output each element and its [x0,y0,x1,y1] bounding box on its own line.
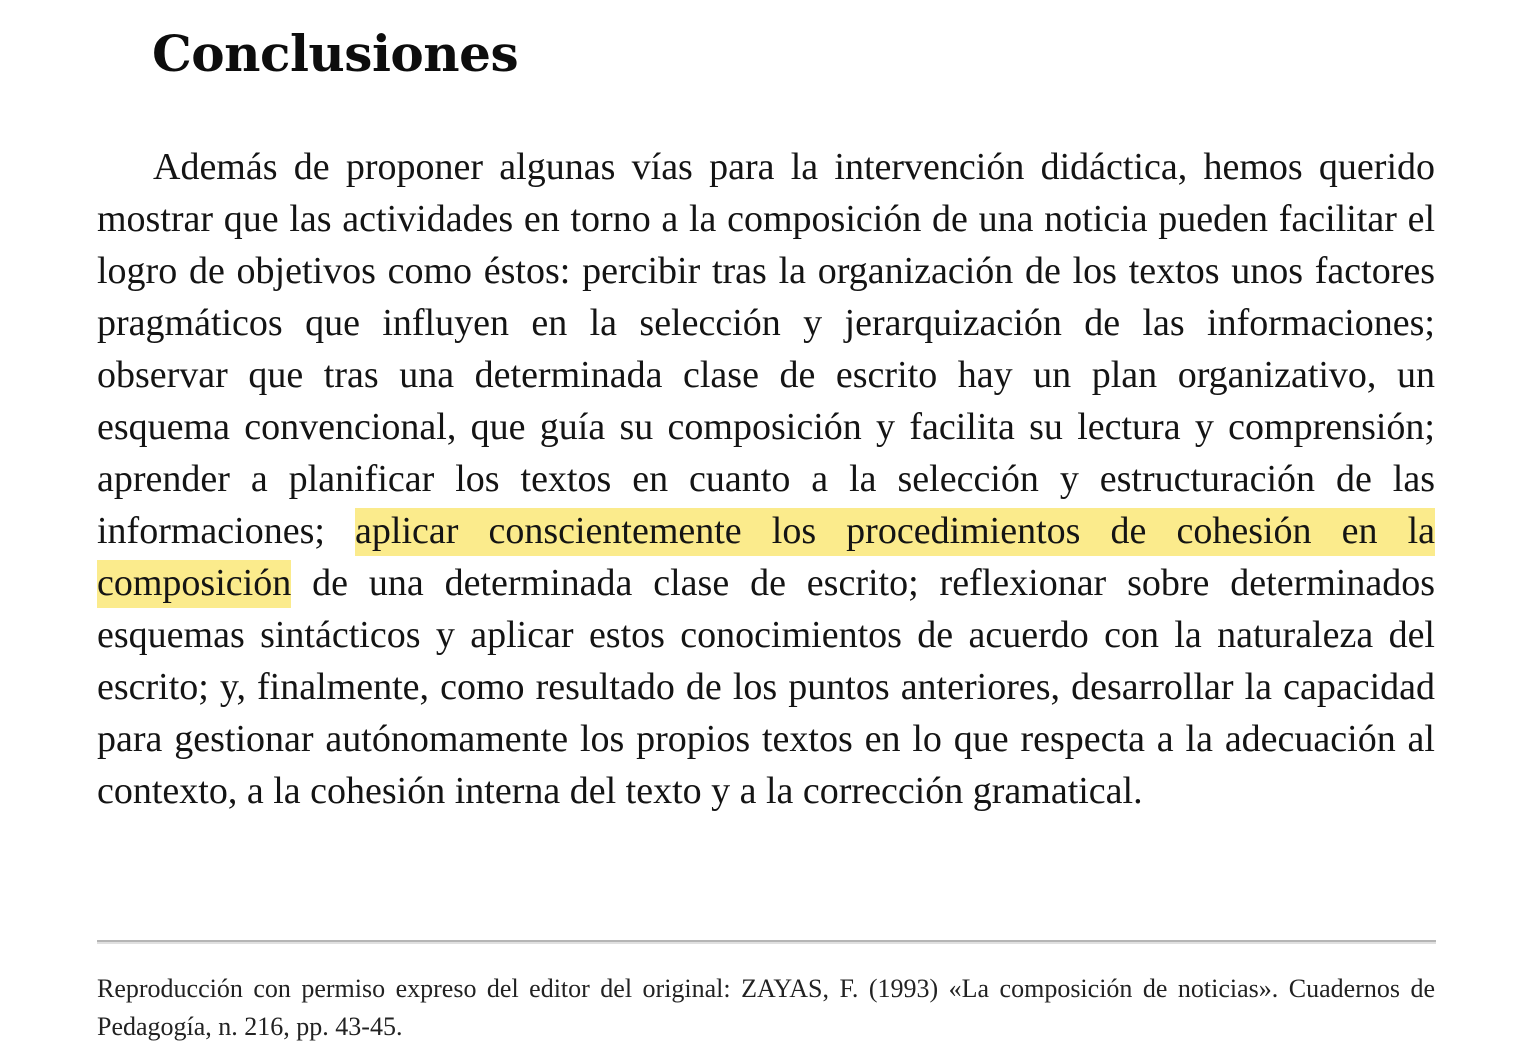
source-footnote: Reproducción con permiso expreso del editor del original: ZAYAS, F. (1993) «La composición de noticias». Cuadernos de Pedagogía, n. 216, pp. 43-45. [97,974,1435,1041]
paragraph-text-end: de una determinada clase de escrito; reflexionar sobre determinados esquemas sintácticos y aplicar estos conocimientos de acuerdo con la naturaleza del escrito; y, finalmente, como resultado de los puntos anteriores, desarrollar la capacidad para gestionar autónomamente los propios textos en lo que respecta a la adecuación al contexto, a la cohesión interna del texto y a la corrección gramatical. [97,562,1435,812]
section-heading: Conclusiones [152,24,519,83]
paragraph-text-start: Además de proponer algunas vías para la intervención didáctica, hemos querido mostrar que las actividades en torno a la composición de una noticia pueden facilitar el logro de objetivos como éstos: percibir tras la organización de los textos unos factores pragmáticos que influyen en la selección y jerarquización de las informaciones; observar que tras una determinada clase de escrito hay un plan organizativo, un esquema convencional, que guía su composición y facilita su lectura y comprensión; aprender a planificar los textos en cuanto a la selección y estructuración de las informaciones; [97,146,1435,552]
highlighted-passage[interactable]: aplicar conscientemente los procedimientos de cohesión en la composición [97,508,1435,608]
conclusion-paragraph [97,141,1435,817]
footnote-divider [97,940,1436,944]
